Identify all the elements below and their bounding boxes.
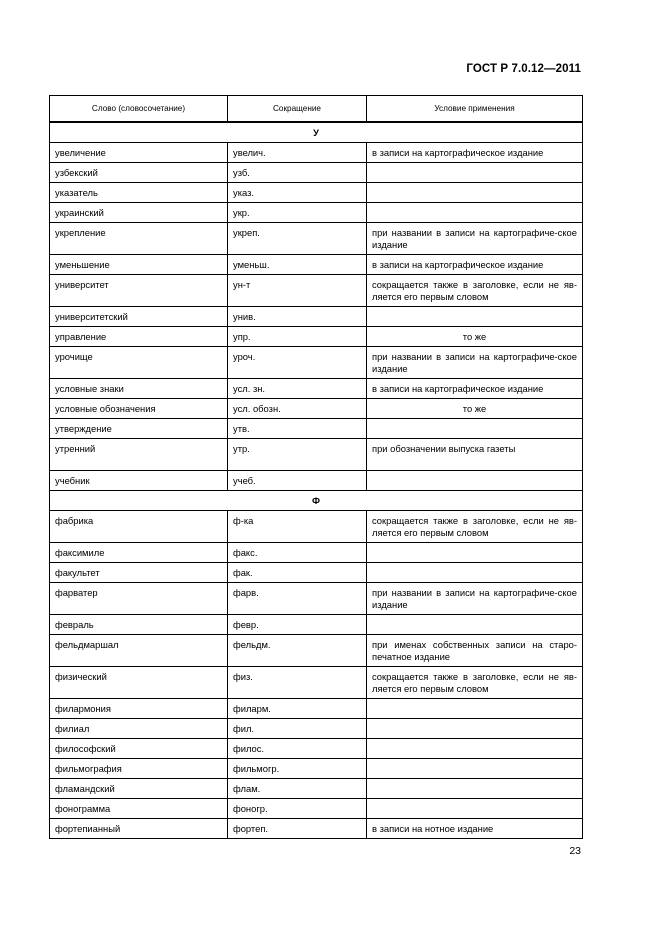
condition-cell: при названии в записи на картографиче-ское издание: [367, 347, 583, 379]
table-row: [50, 399, 583, 419]
abbreviation-cell: усл. обозн.: [228, 399, 367, 419]
word-cell: утверждение: [50, 419, 228, 439]
abbreviation-cell: укр.: [228, 203, 367, 223]
word-cell: фонограмма: [50, 799, 228, 819]
table-row: [50, 719, 583, 739]
table-row: [50, 307, 583, 327]
section-letter: Ф: [50, 491, 583, 511]
abbreviation-cell: уроч.: [228, 347, 367, 379]
abbreviation-cell: факс.: [228, 543, 367, 563]
condition-cell: то же: [367, 327, 583, 347]
abbreviations-table: [49, 95, 583, 839]
table-body: [50, 122, 583, 839]
word-cell: фортепианный: [50, 819, 228, 839]
table-row: [50, 563, 583, 583]
condition-cell: [367, 183, 583, 203]
table-row: [50, 439, 583, 471]
abbreviation-cell: унив.: [228, 307, 367, 327]
condition-cell: сокращается также в заголовке, если не яв-ляется его первым словом: [367, 667, 583, 699]
condition-cell: [367, 759, 583, 779]
abbreviation-cell: февр.: [228, 615, 367, 635]
word-cell: условные знаки: [50, 379, 228, 399]
condition-cell: в записи на картографическое издание: [367, 379, 583, 399]
word-cell: фильмография: [50, 759, 228, 779]
table-row: [50, 543, 583, 563]
table-row: [50, 511, 583, 543]
table-row: [50, 143, 583, 163]
table-row: [50, 223, 583, 255]
table-row: [50, 163, 583, 183]
condition-cell: [367, 203, 583, 223]
abbreviation-cell: фельдм.: [228, 635, 367, 667]
standard-code: ГОСТ Р 7.0.12—2011: [466, 63, 581, 75]
condition-cell: [367, 699, 583, 719]
word-cell: укрепление: [50, 223, 228, 255]
table-header-row: [50, 96, 583, 123]
abbreviation-cell: филос.: [228, 739, 367, 759]
word-cell: узбекский: [50, 163, 228, 183]
abbreviation-cell: филарм.: [228, 699, 367, 719]
table-row: [50, 255, 583, 275]
section-row: [50, 122, 583, 143]
condition-cell: [367, 543, 583, 563]
condition-cell: в записи на картографическое издание: [367, 255, 583, 275]
abbreviation-cell: укреп.: [228, 223, 367, 255]
abbreviation-cell: увелич.: [228, 143, 367, 163]
word-cell: управление: [50, 327, 228, 347]
table-row: [50, 583, 583, 615]
condition-cell: при обозначении выпуска газеты: [367, 439, 583, 471]
word-cell: фельдмаршал: [50, 635, 228, 667]
word-cell: филармония: [50, 699, 228, 719]
table-row: [50, 779, 583, 799]
table-row: [50, 615, 583, 635]
abbreviation-cell: учеб.: [228, 471, 367, 491]
condition-cell: [367, 799, 583, 819]
abbreviation-cell: фарв.: [228, 583, 367, 615]
table-row: [50, 419, 583, 439]
word-cell: украинский: [50, 203, 228, 223]
condition-cell: [367, 779, 583, 799]
condition-cell: при именах собственных записи на старо-печатное издание: [367, 635, 583, 667]
abbreviation-cell: утв.: [228, 419, 367, 439]
condition-cell: [367, 419, 583, 439]
word-cell: фарватер: [50, 583, 228, 615]
abbreviation-cell: физ.: [228, 667, 367, 699]
condition-cell: то же: [367, 399, 583, 419]
word-cell: факультет: [50, 563, 228, 583]
abbreviation-cell: фортеп.: [228, 819, 367, 839]
table-row: [50, 699, 583, 719]
table-row: [50, 635, 583, 667]
word-cell: увеличение: [50, 143, 228, 163]
table-row: [50, 379, 583, 399]
word-cell: урочище: [50, 347, 228, 379]
section-letter: У: [50, 122, 583, 143]
column-header-abbreviation: Сокращение: [228, 96, 367, 123]
table-row: [50, 327, 583, 347]
table-row: [50, 203, 583, 223]
condition-cell: при названии в записи на картографиче-ское издание: [367, 583, 583, 615]
word-cell: условные обозначения: [50, 399, 228, 419]
abbreviation-cell: фоногр.: [228, 799, 367, 819]
word-cell: учебник: [50, 471, 228, 491]
condition-cell: [367, 719, 583, 739]
table-row: [50, 759, 583, 779]
condition-cell: в записи на нотное издание: [367, 819, 583, 839]
condition-cell: [367, 563, 583, 583]
word-cell: утренний: [50, 439, 228, 471]
condition-cell: [367, 163, 583, 183]
word-cell: указатель: [50, 183, 228, 203]
table-row: [50, 667, 583, 699]
abbreviation-cell: фил.: [228, 719, 367, 739]
condition-cell: сокращается также в заголовке, если не яв-ляется его первым словом: [367, 511, 583, 543]
abbreviation-cell: упр.: [228, 327, 367, 347]
abbreviation-cell: ф-ка: [228, 511, 367, 543]
abbreviation-cell: флам.: [228, 779, 367, 799]
condition-cell: [367, 615, 583, 635]
word-cell: февраль: [50, 615, 228, 635]
condition-cell: [367, 471, 583, 491]
word-cell: филиал: [50, 719, 228, 739]
table-row: [50, 739, 583, 759]
condition-cell: сокращается также в заголовке, если не яв-ляется его первым словом: [367, 275, 583, 307]
abbreviation-cell: усл. зн.: [228, 379, 367, 399]
column-header-word: Слово (словосочетание): [50, 96, 228, 123]
abbreviation-cell: утр.: [228, 439, 367, 471]
table-row: [50, 183, 583, 203]
word-cell: фабрика: [50, 511, 228, 543]
abbreviation-cell: фак.: [228, 563, 367, 583]
word-cell: университетский: [50, 307, 228, 327]
word-cell: факсимиле: [50, 543, 228, 563]
condition-cell: при названии в записи на картографиче-ское издание: [367, 223, 583, 255]
word-cell: философский: [50, 739, 228, 759]
table-row: [50, 471, 583, 491]
abbreviation-cell: уменьш.: [228, 255, 367, 275]
word-cell: университет: [50, 275, 228, 307]
section-row: [50, 491, 583, 511]
page-number: 23: [569, 845, 581, 857]
abbreviation-cell: указ.: [228, 183, 367, 203]
table-row: [50, 275, 583, 307]
condition-cell: [367, 739, 583, 759]
table-row: [50, 819, 583, 839]
table-row: [50, 799, 583, 819]
abbreviation-cell: фильмогр.: [228, 759, 367, 779]
abbreviation-cell: ун-т: [228, 275, 367, 307]
word-cell: уменьшение: [50, 255, 228, 275]
word-cell: фламандский: [50, 779, 228, 799]
condition-cell: [367, 307, 583, 327]
abbreviation-cell: узб.: [228, 163, 367, 183]
word-cell: физический: [50, 667, 228, 699]
condition-cell: в записи на картографическое издание: [367, 143, 583, 163]
table-row: [50, 347, 583, 379]
column-header-condition: Условие применения: [367, 96, 583, 123]
